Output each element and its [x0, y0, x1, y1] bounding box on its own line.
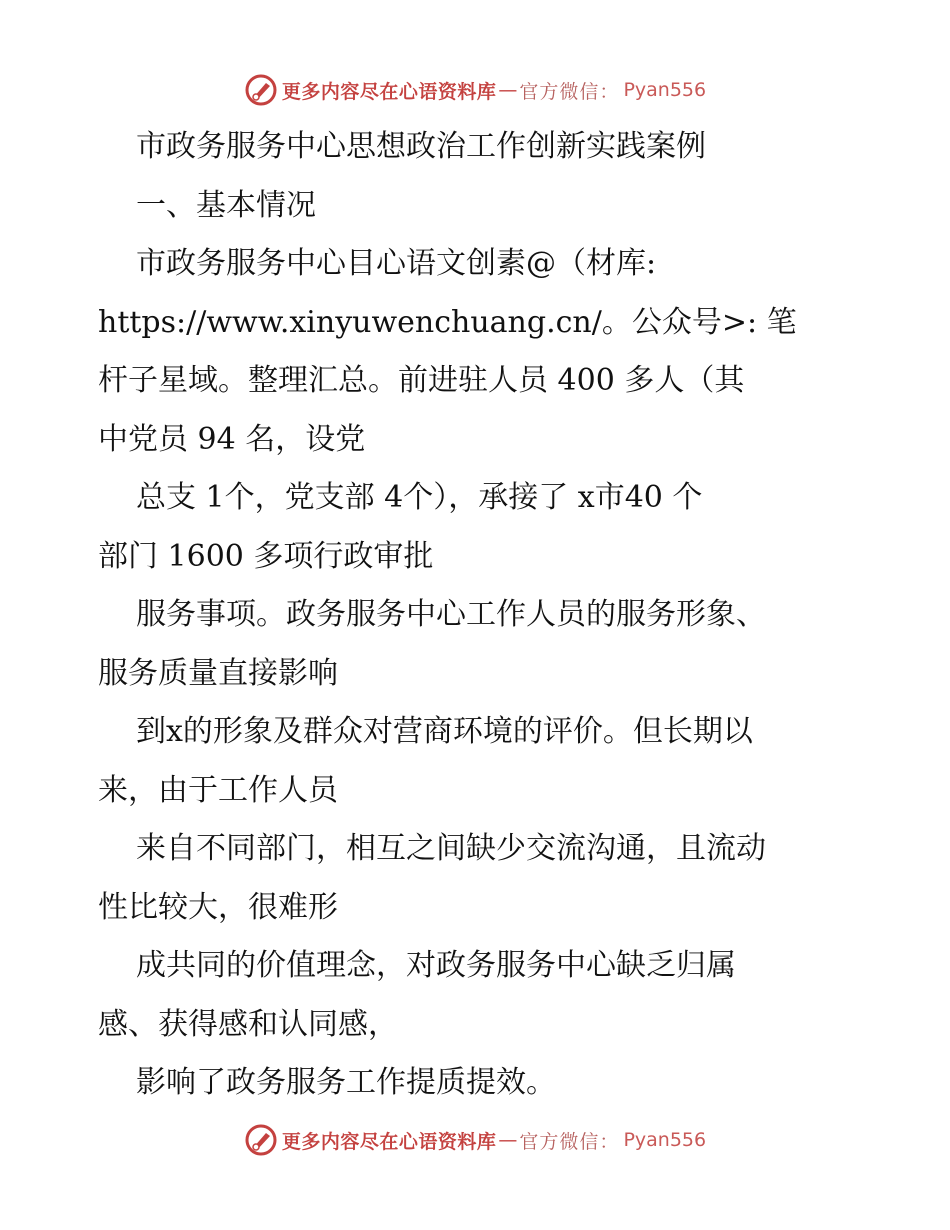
document-body [98, 118, 858, 1113]
paragraph-line: 感、获得感和认同感， [98, 1006, 398, 1042]
paragraph-line: 总支 1个，党支部 4个），承接了 x市40 个 [136, 480, 703, 515]
paragraph-line: 服务事项。政务服务中心工作人员的服务形象、 [136, 597, 766, 632]
banner-slogan: 更多内容尽在心语资料库 [281, 80, 497, 103]
banner-wechat-label: 官方微信： [519, 1130, 620, 1153]
paragraph-line: https://www.xinyuwenchuang.cn/。公众号>: 笔 [98, 304, 797, 340]
footer-banner [0, 1120, 950, 1160]
paragraph-line: 服务质量直接影响 [98, 655, 338, 691]
paragraph-line: 成共同的价值理念，对政务服务中心缺乏归属 [136, 948, 736, 983]
paragraph-line: 影响了政务服务工作提质提效。 [136, 1065, 556, 1100]
document-title: 市政务服务中心思想政治工作创新实践案例 [136, 129, 706, 164]
paragraph-line: 性比较大，很难形 [98, 889, 338, 925]
banner-wechat-label: 官方微信： [519, 80, 620, 103]
brand-logo-icon [244, 73, 278, 107]
banner-dash: — [498, 1129, 518, 1151]
brand-logo-icon [244, 1123, 278, 1157]
paragraph-line: 部门 1600 多项行政审批 [98, 538, 434, 574]
paragraph-line: 中党员 94 名，设党 [98, 421, 366, 457]
banner-dash: — [498, 79, 518, 101]
section-heading: 一、基本情况 [136, 187, 316, 223]
header-banner [0, 70, 950, 110]
banner-wechat-id: Pyan556 [623, 79, 707, 101]
paragraph-line: 来自不同部门，相互之间缺少交流沟通，且流动 [136, 831, 766, 866]
paragraph-line: 到x的形象及群众对营商环境的评价。但长期以 [136, 714, 753, 749]
banner-wechat-id: Pyan556 [623, 1129, 707, 1151]
paragraph-line: 杆子星域。整理汇总。前进驻人员 400 多人（其 [98, 363, 745, 398]
paragraph-line: 市政务服务中心目心语文创素@（材库: [136, 246, 657, 281]
banner-slogan: 更多内容尽在心语资料库 [281, 1130, 497, 1153]
paragraph-line: 来，由于工作人员 [98, 772, 338, 808]
